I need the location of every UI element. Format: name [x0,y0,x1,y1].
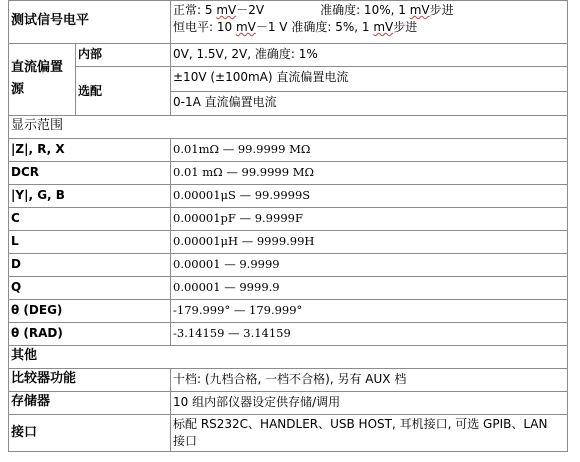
range-value: 0.00001 — 9999.9 [170,276,568,300]
range-param: |Z|, R, X [8,138,171,162]
range-value: 0.00001pF — 9.9999F [170,207,568,231]
dc-bias-label: 直流偏置 源 [8,43,76,116]
dc-bias-optional-value-2: 0-1A 直流偏置电流 [170,91,568,116]
memory-value: 10 组内部仪器设定供存储/调用 [170,391,568,415]
range-value: -3.14159 — 3.14159 [170,322,568,346]
range-param: Q [8,276,171,300]
dc-bias-optional-label: 选配 [75,66,171,116]
comparator-value: 十档: (九档合格, 一档不合格), 另有 AUX 档 [170,368,568,392]
range-param: |Y|, G, B [8,184,171,208]
interface-value: 标配 RS232C、HANDLER、USB HOST, 耳机接口, 可选 GPIB、LAN 接口 [170,414,568,452]
comparator-label: 比较器功能 [8,368,171,392]
range-param: θ (DEG) [8,299,171,323]
memory-label: 存储器 [8,391,171,415]
range-param: D [8,253,171,277]
range-param: DCR [8,161,171,185]
range-value: 0.01 mΩ — 99.9999 MΩ [170,161,568,185]
range-value: 0.00001 — 9.9999 [170,253,568,277]
signal-level-label: 测试信号电平 [8,0,171,44]
dc-bias-internal-value: 0V, 1.5V, 2V, 准确度: 1% [170,43,568,67]
display-range-header: 显示范围 [8,115,568,139]
signal-level-normal: 正常: 5 mV－2V 准确度: 10%, 1 mV步进 [173,3,454,17]
range-param: L [8,230,171,254]
dc-bias-internal-label: 内部 [75,43,171,67]
dc-bias-optional-value-1: ±10V (±100mA) 直流偏置电流 [170,66,568,92]
range-param: θ (RAD) [8,322,171,346]
range-value: -179.999° — 179.999° [170,299,568,323]
range-value: 0.00001μH — 9999.99H [170,230,568,254]
others-header: 其他 [8,345,568,369]
spec-table [8,0,568,452]
range-value: 0.01mΩ — 99.9999 MΩ [170,138,568,162]
range-param: C [8,207,171,231]
interface-label: 接口 [8,414,171,452]
range-value: 0.00001μS — 99.9999S [170,184,568,208]
signal-level-value [170,0,568,44]
signal-level-constant: 恒电平: 10 mV－1 V 准确度: 5%, 1 mV步进 [173,20,418,34]
